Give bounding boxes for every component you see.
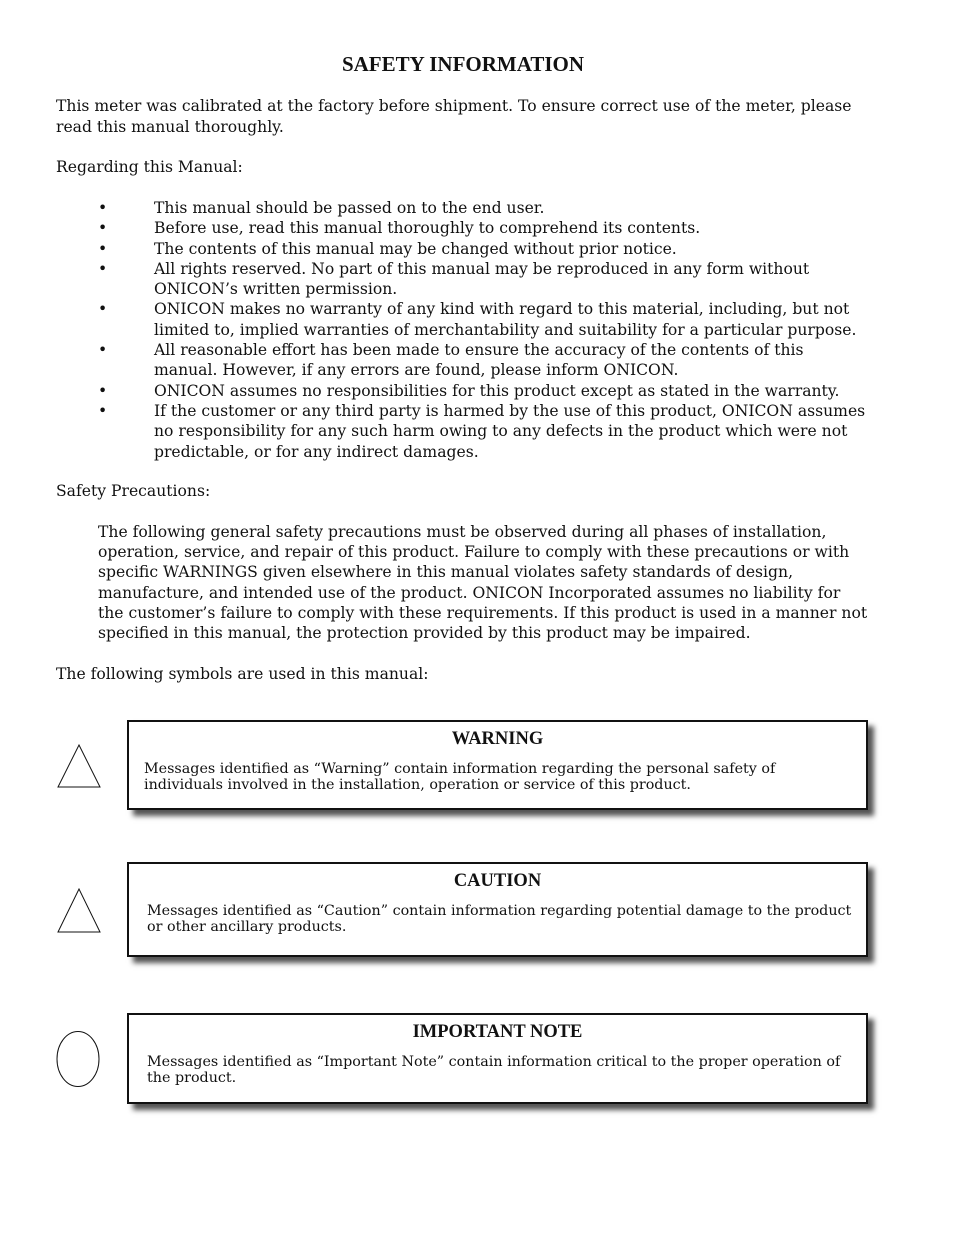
list-item	[98, 381, 868, 401]
bullet-icon: •	[98, 381, 108, 400]
important-note-title: IMPORTANT NOTE	[412, 1022, 583, 1042]
bullet-icon: •	[98, 401, 108, 420]
list-item-text: ONICON assumes no responsibilities for this product except as stated in the warranty.	[154, 381, 840, 400]
important-note-text: Messages identified as “Important Note” contain information critical to the proper operation of the product.	[147, 1054, 841, 1086]
list-item-text: If the customer or any third party is harmed by the use of this product, ONICON assumes no responsibility for any such harm owing to any defects in the product which were not predictable, or for any indirect damages.	[154, 401, 866, 461]
list-item	[98, 239, 868, 259]
warning-title: WARNING	[451, 729, 544, 749]
bullet-icon: •	[98, 341, 108, 360]
caution-text: Messages identified as “Caution” contain information regarding potential damage to the product or other ancillary products.	[147, 903, 852, 935]
list-item	[98, 218, 868, 238]
list-item	[98, 340, 868, 381]
manual-items-list	[98, 198, 868, 462]
list-item	[98, 401, 868, 462]
bullet-icon: •	[98, 259, 108, 278]
list-item	[98, 198, 868, 218]
bullet-icon: •	[98, 199, 108, 217]
triangle-caution-icon	[56, 888, 102, 934]
bullet-icon: •	[98, 239, 108, 258]
oval-note-icon	[56, 1030, 101, 1088]
caution-box	[127, 862, 868, 957]
list-item-text: This manual should be passed on to the end user.	[154, 199, 545, 217]
bullet-icon: •	[98, 300, 108, 319]
warning-box	[127, 720, 868, 810]
caution-title: CAUTION	[453, 871, 542, 891]
warning-text: Messages identified as “Warning” contain information regarding the personal safety of individuals involved in the installation, operation or service of this product.	[144, 761, 776, 793]
list-item-text: All reasonable effort has been made to ensure the accuracy of the contents of this manual. However, if any errors are found, please inform ONICON.	[154, 341, 804, 380]
list-item-text: The contents of this manual may be changed without prior notice.	[154, 239, 677, 258]
triangle-warning-icon	[56, 744, 102, 788]
list-item	[98, 299, 868, 340]
list-item	[98, 259, 868, 300]
list-item-text: ONICON makes no warranty of any kind with regard to this material, including, but not limited to, implied warranties of merchantability and suitability for a particular purpose.	[154, 300, 857, 339]
intro-paragraph: This meter was calibrated at the factory before shipment. To ensure correct use of the meter, please read this manual thoroughly.	[56, 97, 852, 136]
precautions-paragraph: The following general safety precautions must be observed during all phases of installation, operation, service, and repair of this product. Failure to comply with these precautions or with specific WARNINGS given elsewhere in this manual violates safety standards of design, manufacture, and intended use of the product. ONICON Incorporated assumes no liability for the customer’s failure to comply with these requirements. If this product is used in a manner not specified in this manual, the protection provided by this product may be impaired.	[98, 523, 868, 643]
bullet-icon: •	[98, 219, 108, 238]
list-item-text: Before use, read this manual thoroughly to comprehend its contents.	[154, 219, 701, 238]
important-note-box	[127, 1013, 868, 1104]
symbols-section-heading: The following symbols are used in this manual:	[56, 665, 429, 683]
precautions-section-heading: Safety Precautions:	[56, 482, 211, 500]
list-item-text: All rights reserved. No part of this manual may be reproduced in any form without ONICON’s written permission.	[154, 259, 810, 299]
manual-section-heading: Regarding this Manual:	[56, 158, 243, 176]
page-title: SAFETY INFORMATION	[341, 52, 585, 76]
